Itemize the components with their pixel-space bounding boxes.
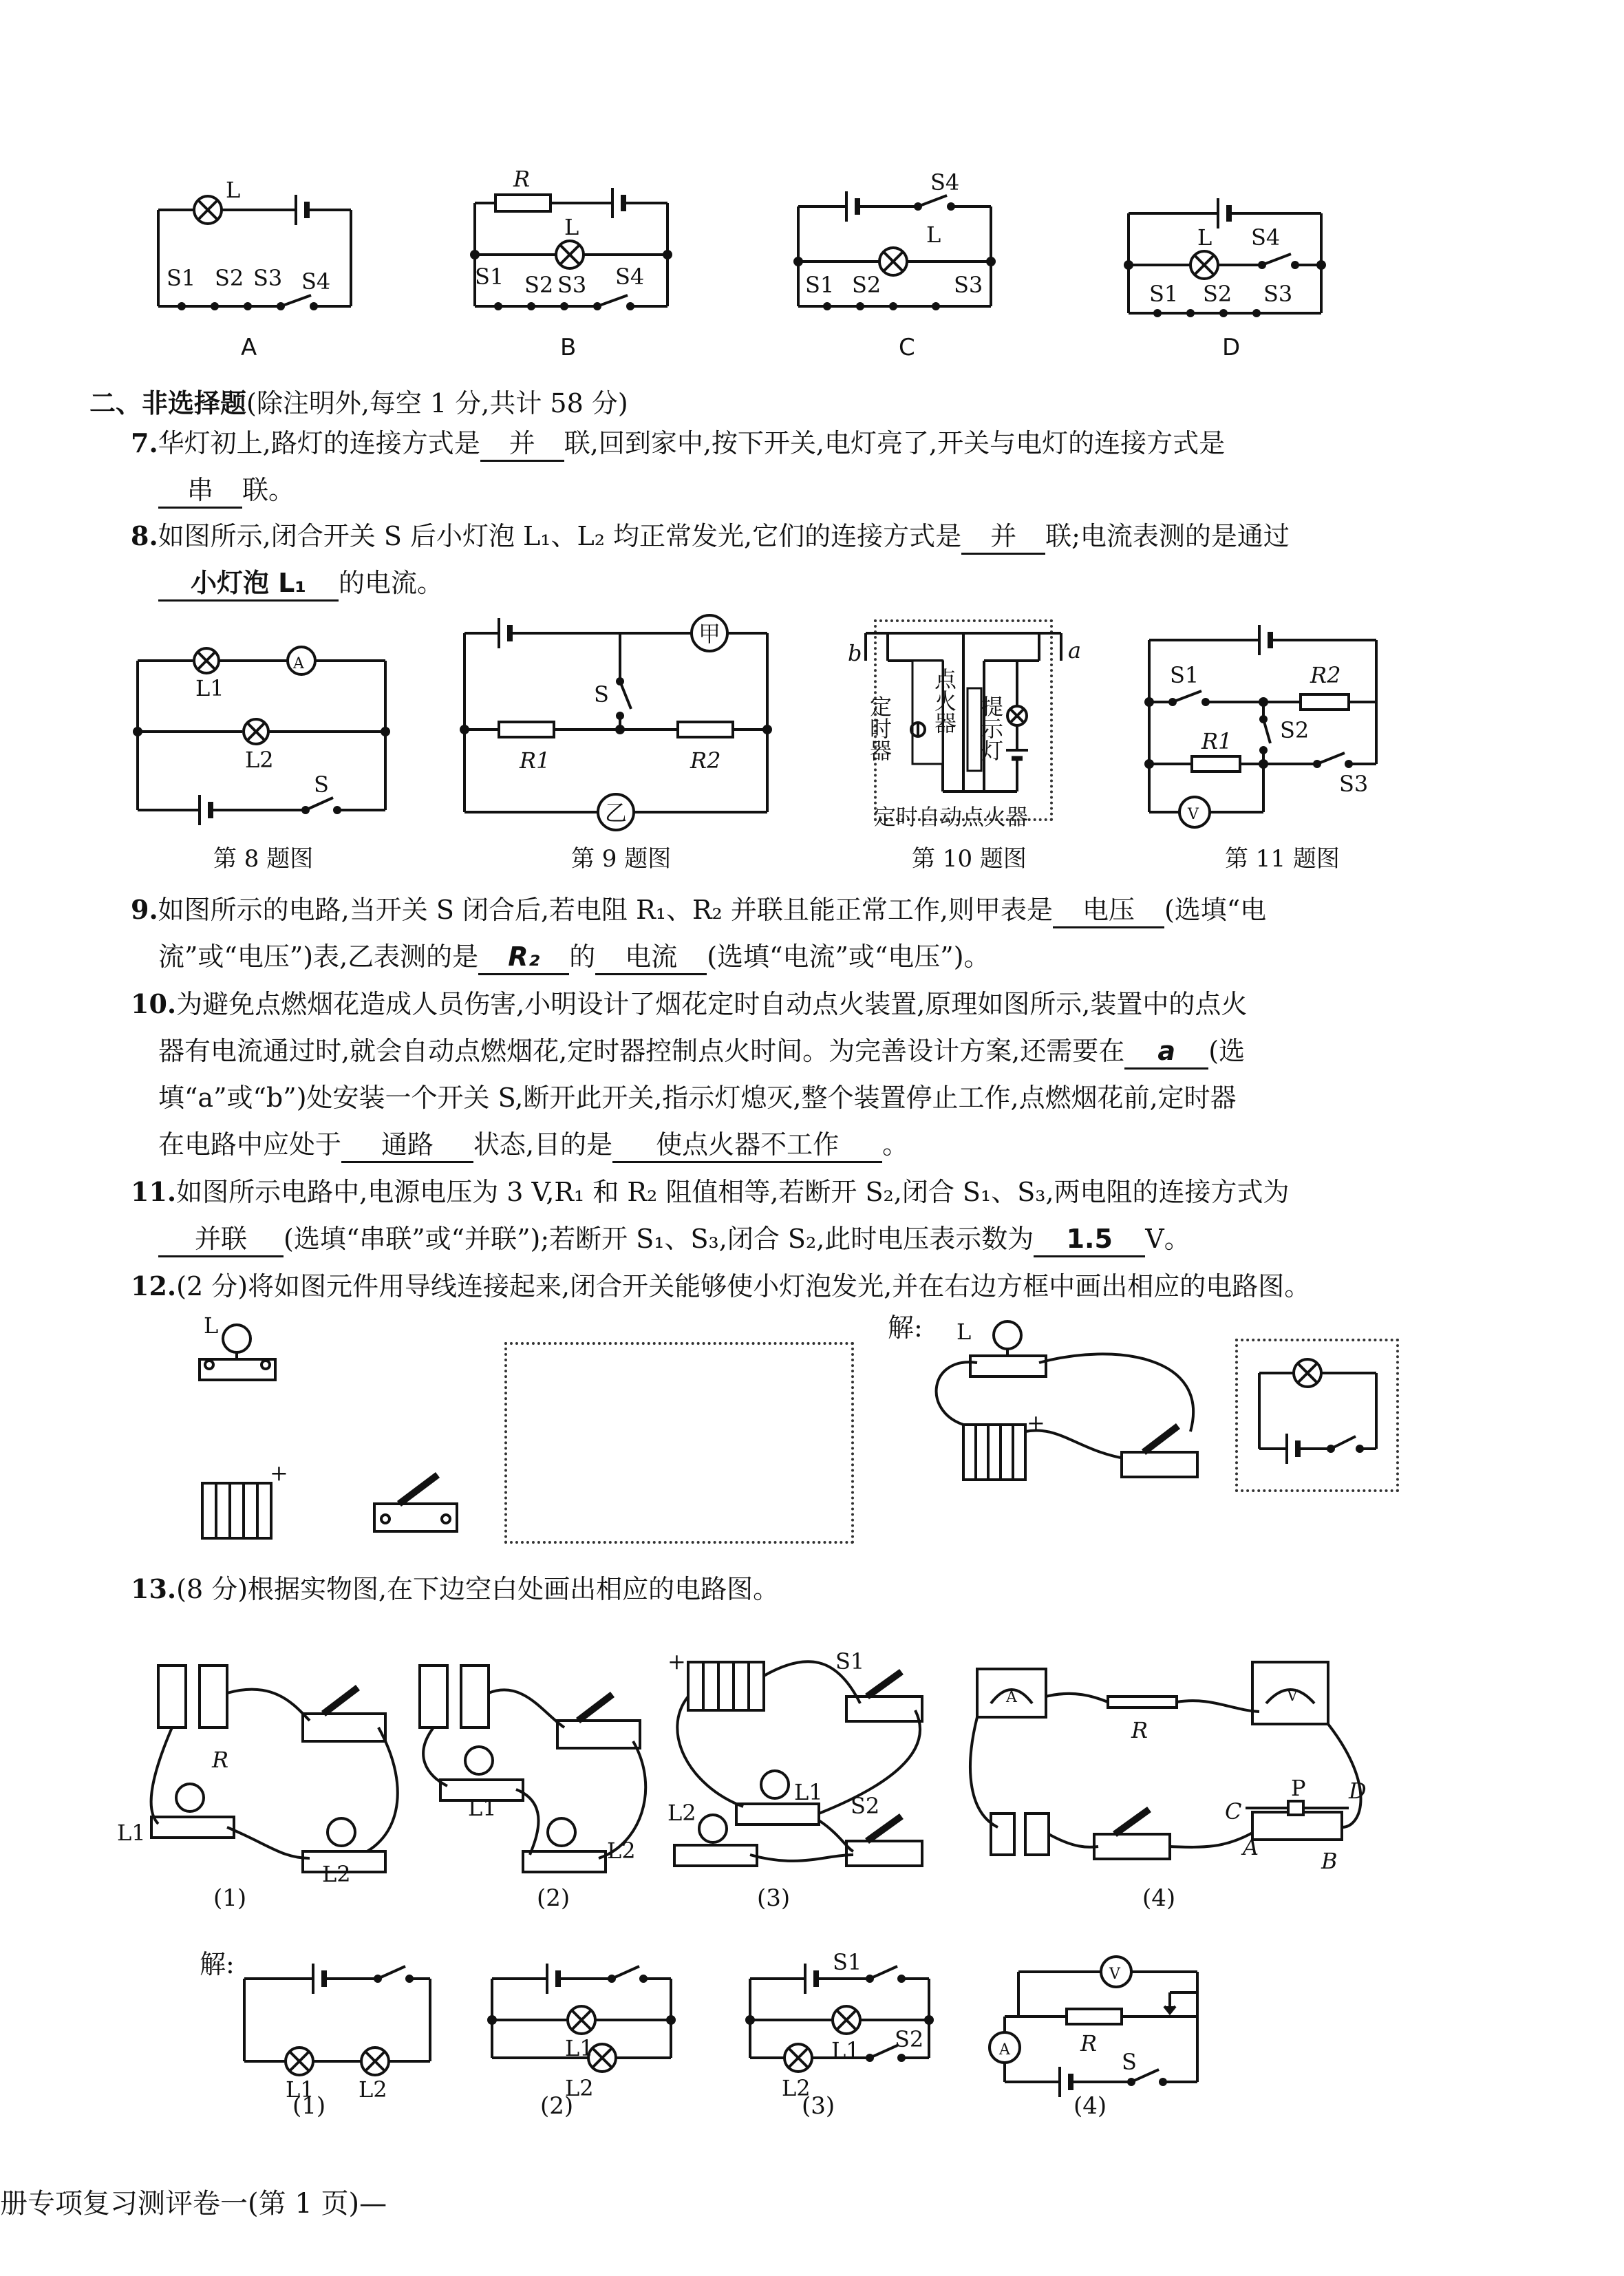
q13-physical-caption-1: (1): [213, 1884, 247, 1912]
fig8-S: S: [314, 772, 329, 798]
q8-answer2: 小灯泡 L₁: [158, 566, 339, 602]
caption-q8: 第 8 题图: [213, 845, 314, 873]
q8-text1: 如图所示,闭合开关 S 后小灯泡 L₁、L₂ 均正常发光,它们的连接方式是: [158, 521, 962, 551]
fig-d-s2: S2: [1203, 281, 1232, 307]
q13-p3-S2: S2: [851, 1793, 880, 1819]
q10-number: 10.: [131, 988, 177, 1019]
fig-d-L: L: [1197, 224, 1212, 251]
q7-text3: 联。: [242, 475, 295, 505]
q13-p3-L1: L1: [794, 1779, 823, 1805]
fig-d-s3: S3: [1263, 281, 1293, 307]
figure-q11: [1142, 619, 1404, 829]
q13-answer-2: [485, 1958, 692, 2106]
q12-sol-L: L: [957, 1319, 972, 1345]
q11-answer1: 并联: [158, 1222, 284, 1257]
q12-components: [193, 1312, 495, 1552]
q7-answer2: 串: [158, 474, 242, 509]
q9-text5: (选填“电流”或“电压”)。: [707, 942, 990, 972]
caption-option-d: D: [1222, 334, 1241, 361]
fig-c-s1: S1: [805, 272, 835, 298]
q11-text1: 如图所示电路中,电源电压为 3 V,R₁ 和 R₂ 阻值相等,若断开 S₂,闭合 S₁、S₃,两电阻的连接方式为: [176, 1177, 1290, 1207]
q10-answer1: a: [1124, 1034, 1208, 1070]
q12-jie: 解:: [888, 1312, 923, 1343]
q13-physical-2: [413, 1652, 674, 1879]
q9-answer3: 电流: [595, 940, 707, 975]
q9-answer1: 电压: [1053, 893, 1164, 928]
q9-text1: 如图所示的电路,当开关 S 闭合后,若电阻 R₁、R₂ 并联且能正常工作,则甲表是: [158, 895, 1053, 925]
q13-a4-ammeter: A: [999, 2041, 1010, 2059]
caption-option-c: C: [899, 334, 915, 361]
figure-option-c: [791, 165, 1012, 337]
q10-text5: 在电路中应处于: [158, 1129, 342, 1160]
q13-p4-B: B: [1321, 1848, 1338, 1874]
q13-answer-caption-3: (3): [802, 2092, 835, 2120]
q13-p4-R: R: [1131, 1717, 1148, 1743]
fig9-S: S: [594, 681, 609, 708]
q13-text1: (8 分)根据实物图,在下边空白处画出相应的电路图。: [176, 1574, 780, 1604]
q10-answer2: 通路: [341, 1128, 473, 1163]
q13-p4-C: C: [1225, 1798, 1242, 1825]
q13-physical-3: [661, 1648, 950, 1879]
fig10-title: 定时自动点火器: [874, 804, 1029, 830]
caption-q11: 第 11 题图: [1225, 845, 1340, 873]
fig10-timer: 定时器: [866, 695, 893, 761]
fig11-voltmeter: V: [1188, 806, 1199, 823]
q13-answer-4: [991, 1951, 1225, 2103]
fig11-R1: R1: [1201, 728, 1232, 754]
q13-a1-L1: L1: [286, 2076, 314, 2103]
fig9-R1: R1: [520, 747, 551, 774]
q10-text7: 。: [882, 1129, 909, 1160]
q12-battery-plus: +: [270, 1460, 288, 1486]
q13-p1-L2: L2: [322, 1861, 351, 1887]
fig10-a: a: [1068, 637, 1082, 663]
q9-line1: [131, 893, 1266, 928]
q11-text2: (选填“串联”或“并联”);若断开 S₁、S₃,闭合 S₂,此时电压表示数为: [284, 1224, 1034, 1254]
fig-b-s4: S4: [615, 264, 645, 290]
fig-c-s4: S4: [930, 169, 960, 195]
caption-option-a: A: [241, 334, 257, 361]
q10-text3: (选: [1208, 1036, 1246, 1066]
figure-option-a: [151, 176, 372, 341]
q9-line2: [158, 940, 990, 975]
q8-line2: [158, 566, 443, 602]
q9-answer2: R₂: [478, 940, 569, 975]
q13-answer-3: [743, 1949, 950, 2106]
fig9-R2: R2: [690, 747, 721, 774]
q9-text3: 流”或“电压”)表,乙表测的是: [158, 942, 479, 972]
fig11-S1: S1: [1170, 662, 1199, 688]
fig-b-s2: S2: [524, 272, 554, 298]
q13-a2-L2: L2: [565, 2075, 594, 2101]
q13-p4-ammeter: A: [1006, 1689, 1017, 1706]
fig-b-R: R: [513, 166, 531, 192]
caption-q9: 第 9 题图: [571, 845, 672, 873]
q11-line1: [131, 1176, 1290, 1209]
q13-physical-1: [110, 1652, 413, 1887]
q8-text2: 联;电流表测的是通过: [1045, 521, 1290, 551]
q13-physical-caption-2: (2): [537, 1884, 570, 1912]
q10-text6: 状态,目的是: [473, 1129, 613, 1160]
q13-p4-voltmeter: V: [1287, 1688, 1298, 1705]
q13-physical-caption-3: (3): [757, 1884, 791, 1912]
section-title: [89, 382, 628, 420]
fig-d-s1: S1: [1149, 281, 1179, 307]
q11-number: 11.: [131, 1176, 177, 1207]
fig10-igniter: 点火器: [931, 668, 957, 734]
q8-text3: 的电流。: [339, 568, 444, 598]
q13-p2-L2: L2: [607, 1838, 636, 1864]
q12-line1: [131, 1270, 1310, 1303]
q13-physical-caption-4: (4): [1142, 1884, 1176, 1912]
q8-number: 8.: [131, 520, 158, 551]
fig-b-s3: S3: [557, 272, 587, 298]
q13-answer-caption-2: (2): [540, 2092, 574, 2120]
fig9-jia: 甲: [698, 621, 721, 647]
figure-option-b: [468, 166, 688, 341]
q8-line1: [131, 520, 1290, 555]
fig-b-L: L: [564, 214, 579, 240]
q13-line1: [131, 1573, 779, 1606]
q11-text3: V。: [1145, 1224, 1190, 1254]
caption-q10: 第 10 题图: [912, 845, 1027, 873]
q11-answer2: 1.5: [1034, 1222, 1145, 1257]
q13-p3-L2: L2: [667, 1800, 696, 1826]
fig8-L1: L1: [195, 675, 224, 701]
fig9-yi: 乙: [605, 800, 628, 826]
fig11-S2: S2: [1280, 717, 1310, 743]
figure-q10: [846, 619, 1080, 847]
q12-text1: (2 分)将如图元件用导线连接起来,闭合开关能够使小灯泡发光,并在右边方框中画出相应的电路图。: [176, 1271, 1311, 1301]
q10-text1: 为避免点燃烟花造成人员伤害,小明设计了烟花定时自动点火装置,原理如图所示,装置中的点火: [176, 989, 1248, 1019]
fig-c-s3: S3: [954, 272, 983, 298]
fig-a-s2: S2: [215, 265, 244, 291]
q13-p4-Aend: A: [1243, 1834, 1259, 1860]
q10-answer3: 使点火器不工作: [612, 1128, 882, 1163]
q13-jie: 解:: [200, 1949, 235, 1979]
q12-solution-circuit: [1252, 1352, 1383, 1469]
q13-answer-caption-4: (4): [1073, 2092, 1107, 2120]
q10-line2: [158, 1034, 1245, 1070]
section-title-text: 二、非选择题: [89, 387, 247, 418]
q10-line3: [158, 1081, 1237, 1114]
caption-option-b: B: [560, 334, 577, 361]
fig-a-L: L: [226, 177, 241, 203]
q13-p3-S1: S1: [835, 1648, 865, 1674]
q9-text4: 的: [569, 942, 596, 972]
q13-a3-S2: S2: [895, 2026, 924, 2052]
q8-answer1: 并: [961, 520, 1045, 555]
fig-b-s1: S1: [475, 264, 504, 290]
q7-line1: [131, 427, 1225, 462]
q7-number: 7.: [131, 427, 158, 458]
q11-line2: [158, 1222, 1190, 1257]
q12-number: 12.: [131, 1270, 177, 1301]
q10-line1: [131, 988, 1247, 1021]
fig10-lamp: 提示灯: [978, 695, 1004, 761]
q13-a2-L1: L1: [565, 2035, 594, 2061]
fig-c-L: L: [926, 222, 941, 248]
q13-p1-L1: L1: [117, 1820, 146, 1846]
fig-d-s4: S4: [1251, 224, 1281, 251]
figure-q8: [131, 630, 406, 829]
q10-line4: [158, 1128, 908, 1163]
fig-a-s1: S1: [167, 265, 196, 291]
fig11-S3: S3: [1339, 771, 1369, 797]
section-note: (除注明外,每空 1 分,共计 58 分): [246, 388, 628, 418]
q13-a4-R: R: [1080, 2030, 1098, 2056]
q12-sol-plus: +: [1027, 1410, 1045, 1436]
q7-text2: 联,回到家中,按下开关,电灯亮了,开关与电灯的连接方式是: [564, 428, 1226, 458]
fig11-R2: R2: [1310, 662, 1341, 688]
fig-a-s3: S3: [253, 265, 283, 291]
q12-wired-solution: [922, 1315, 1225, 1521]
q7-line2: [158, 474, 295, 509]
q13-a3-L1: L1: [831, 2037, 860, 2063]
fig10-b: b: [848, 640, 862, 666]
fig8-ammeter: A: [293, 655, 304, 672]
fig-a-s4: S4: [301, 268, 331, 295]
fig8-L2: L2: [245, 747, 274, 773]
q13-p2-L1: L1: [468, 1795, 497, 1821]
q13-p4-D: D: [1349, 1778, 1367, 1804]
q13-physical-4: [963, 1648, 1390, 1879]
figure-option-d: [1122, 179, 1342, 337]
q13-answer-1: [237, 1958, 444, 2106]
q9-text2: (选填“电: [1164, 895, 1267, 925]
q12-L-label: L: [204, 1312, 219, 1339]
q13-a3-S1: S1: [833, 1949, 862, 1975]
page-footer: 册专项复习测评卷一(第 1 页)—: [0, 2188, 387, 2220]
q13-a4-S: S: [1122, 2049, 1137, 2075]
figure-q9: [458, 613, 781, 833]
q13-p4-P: P: [1291, 1775, 1306, 1801]
q13-answer-caption-1: (1): [292, 2092, 326, 2120]
q7-text1: 华灯初上,路灯的连接方式是: [158, 428, 480, 458]
q13-a3-L2: L2: [782, 2075, 811, 2101]
q13-a4-voltmeter: V: [1109, 1966, 1120, 1983]
q7-answer1: 并: [480, 427, 564, 462]
q9-number: 9.: [131, 894, 158, 925]
q10-text4: 填“a”或“b”)处安装一个开关 S,断开此开关,指示灯熄灭,整个装置停止工作,点燃烟花前,定时器: [158, 1083, 1237, 1113]
q12-answer-box: [504, 1342, 854, 1544]
q13-p3-plus: +: [667, 1648, 686, 1674]
q10-text2: 器有电流通过时,就会自动点燃烟花,定时器控制点火时间。为完善设计方案,还需要在: [158, 1036, 1125, 1066]
fig-c-s2: S2: [852, 272, 882, 298]
q13-p1-R: R: [212, 1747, 229, 1773]
q13-a1-L2: L2: [359, 2076, 387, 2103]
q13-number: 13.: [131, 1573, 177, 1604]
